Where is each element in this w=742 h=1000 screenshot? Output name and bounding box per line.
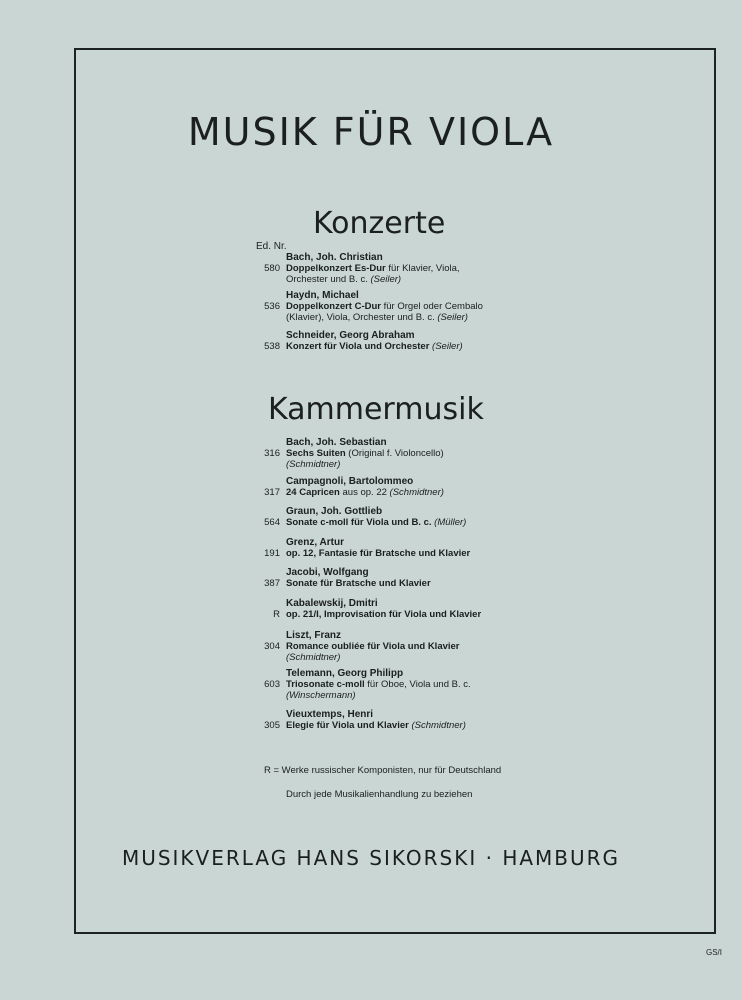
editor: (Schmidtner) [389,487,444,498]
konzert-entry [254,290,554,323]
kammer-entry [254,537,554,559]
work-title: Sechs Suiten [286,448,346,459]
edition-number: 304 [264,641,280,652]
editor: (Müller) [434,517,467,528]
composer: Jacobi, Wolfgang [286,567,369,578]
editor: (Schmidtner) [411,720,466,731]
edition-number: 316 [264,448,280,459]
publisher: MUSIKVERLAG HANS SIKORSKI · HAMBURG [121,846,621,870]
composer: Haydn, Michael [286,290,359,301]
kammermusik-heading: Kammermusik [268,392,484,427]
editor: (Winschermann) [286,690,356,701]
composer: Telemann, Georg Philipp [286,668,404,679]
editor: (Seiler) [437,312,468,323]
kammer-entry [254,630,554,663]
footnote: R = Werke russischer Komponisten, nur für Deutschland [264,765,502,776]
work-title: Sonate c-moll für Viola und B. c. [286,517,432,528]
edition-number: 603 [264,679,280,690]
work-title: Romance oubliée für Viola und Klavier [286,641,460,652]
availability-note: Durch jede Musikalienhandlung zu beziehen [286,789,473,800]
composer: Graun, Joh. Gottlieb [286,506,383,517]
edition-number: 387 [264,578,280,589]
konzert-entry [254,252,554,285]
editor: (Seiler) [370,274,402,285]
kammer-entry [254,567,554,589]
konzert-entry [254,330,554,352]
work-details: für Oboe, Viola und B. c. [364,679,471,690]
work-title: op. 12, Fantasie für Bratsche und Klavier [286,548,471,559]
edition-number: 536 [264,301,280,312]
work-title: 24 Capricen [286,487,340,498]
composer: Vieuxtemps, Henri [286,709,374,720]
work-title: Triosonate c-moll [286,679,365,690]
edition-number: 564 [264,517,280,528]
editor: (Schmidtner) [286,652,341,663]
konzerte-heading: Konzerte [313,206,446,241]
kammer-entry [254,709,554,731]
work-details: aus op. 22 [339,487,390,498]
work-details: (Original f. Violoncello) [345,448,444,459]
kammer-entry [254,668,554,701]
work-title: op. 21/I, Improvisation für Viola und Klavier [286,609,482,620]
editor: (Seiler) [432,341,463,352]
work-details: für Orgel oder Cembalo [381,301,483,312]
composer: Schneider, Georg Abraham [286,330,415,341]
work-title: Doppelkonzert Es-Dur [286,263,386,274]
work-title: Sonate für Bratsche und Klavier [286,578,431,589]
kammer-entry [254,437,554,470]
kammer-entry [254,506,554,528]
work-title: Elegie für Viola und Klavier [286,720,409,731]
catalog-code: GS/I [705,948,722,957]
composer: Liszt, Franz [286,630,342,641]
edition-number: 538 [264,341,280,352]
composer: Campagnoli, Bartolommeo [286,476,414,487]
kammer-entry [254,476,554,498]
composer: Grenz, Artur [286,537,344,548]
edition-number: 317 [264,487,280,498]
ed-nr-label: Ed. Nr. [256,241,287,252]
composer: Bach, Joh. Sebastian [286,437,387,448]
work-title: Doppelkonzert C-Dur [286,301,381,312]
edition-number: 305 [264,720,280,731]
work-details: für Klavier, Viola, [385,263,460,274]
composer: Bach, Joh. Christian [286,252,383,263]
edition-number: 191 [264,548,280,559]
page-title: MUSIK FÜR VIOLA [187,110,555,154]
kammer-entry [254,598,554,620]
work-title: Konzert für Viola und Orchester [286,341,430,352]
work-details-2: Orchester und B. c. [286,274,371,285]
work-details-2: (Klavier), Viola, Orchester und B. c. [286,312,438,323]
edition-number: 580 [264,263,280,274]
composer: Kabalewskij, Dmitri [286,598,378,609]
edition-number: R [273,609,280,620]
editor: (Schmidtner) [286,459,341,470]
